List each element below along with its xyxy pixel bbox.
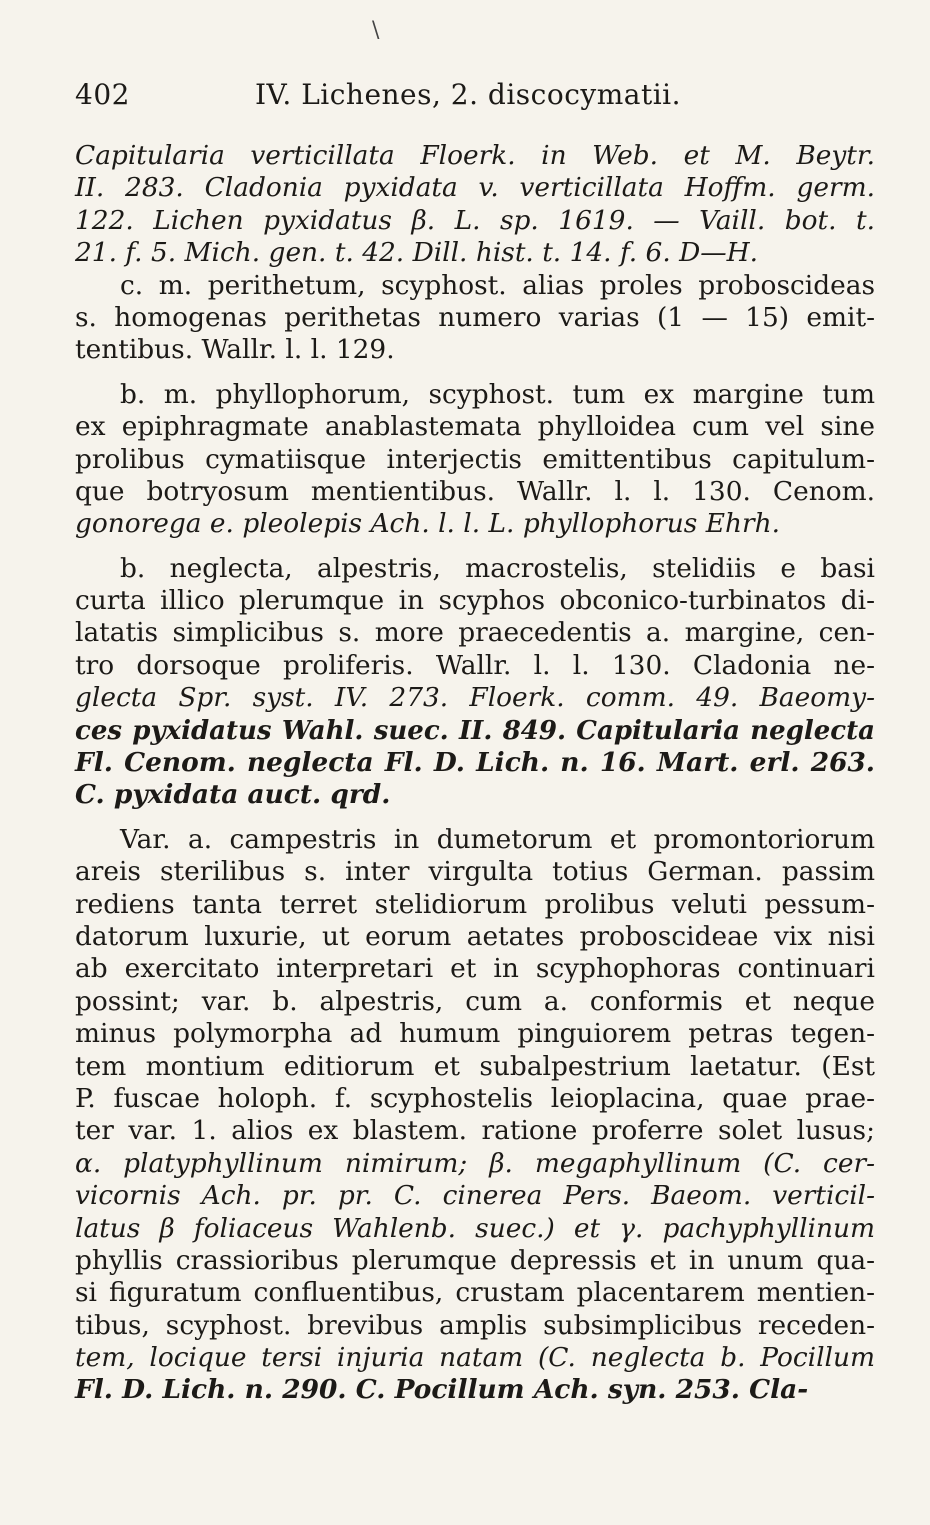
- text-line: ter var. 1. alios ex blastem. ratione proferre solet lusus;: [75, 1115, 875, 1147]
- text-line: Fl. Cenom. neglecta Fl. D. Lich. n. 16. Mart. erl. 263.: [75, 747, 875, 779]
- text-line: α. platyphyllinum nimirum; β. megaphyllinum (C. cer-: [75, 1147, 875, 1179]
- text-line: ces pyxidatus Wahl. suec. II. 849. Capitularia neglecta: [75, 715, 875, 746]
- text-line: latatis simplicibus s. more praecedentis a. margine, cen-: [75, 617, 875, 649]
- text-line: ab exercitato interpretari et in scyphophoras continuari: [75, 953, 875, 985]
- running-head: IV. Lichenes, 2. discocymatii.: [255, 78, 682, 111]
- body-text: [75, 140, 875, 1407]
- text-line: tem, locique tersi injuria natam (C. neglecta b. Pocillum: [75, 1342, 875, 1374]
- text-line: Var. a. campestris in dumetorum et promontoriorum: [120, 823, 875, 855]
- text-line: gonorega e. pleolepis Ach. l. l. L. phyllophorus Ehrh.: [75, 508, 780, 540]
- text-line: tem montium editiorum et subalpestrium laetatur. (Est: [75, 1050, 875, 1082]
- text-line: tentibus. Wallr. l. l. 129.: [75, 334, 395, 366]
- text-line: c. m. perithetum, scyphost. alias proles proboscideas: [120, 269, 875, 301]
- text-line: Fl. D. Lich. n. 290. C. Pocillum Ach. syn. 253. Cla-: [75, 1374, 809, 1406]
- text-line: glecta Spr. syst. IV. 273. Floerk. comm. 49. Baeomy-: [75, 682, 875, 714]
- text-line: curta illico plerumque in scyphos obconico-turbinatos di-: [75, 585, 875, 617]
- paragraph-synonymy: [75, 140, 875, 270]
- text-line: b. neglecta, alpestris, macrostelis, stelidiis e basi: [120, 552, 875, 584]
- text-line: s. homogenas perithetas numero varias (1 — 15) emit-: [75, 301, 875, 333]
- text-line: tibus, scyphost. brevibus amplis subsimplicibus receden-: [75, 1309, 875, 1341]
- text-line: Capitularia verticillata Floerk. in Web. et M. Beytr.: [75, 140, 875, 171]
- page-number: 402: [75, 78, 130, 111]
- text-line: vicornis Ach. pr. pr. C. cinerea Pers. Baeom. verticil-: [75, 1180, 875, 1212]
- text-line: C. pyxidata auct. qrd.: [75, 779, 391, 811]
- text-line: minus polymorpha ad humum pinguiorem petras tegen-: [75, 1018, 875, 1050]
- text-line: latus β foliaceus Wahlenb. suec.) et γ. pachyphyllinum: [75, 1212, 875, 1244]
- paragraph-perithetum: [75, 270, 875, 367]
- text-line: possint; var. b. alpestris, cum a. conformis et neque: [75, 985, 875, 1017]
- text-line: datorum luxurie, ut eorum aetates proboscideae vix nisi: [75, 920, 875, 952]
- text-line: P. fuscae holoph. f. scyphostelis leioplacina, quae prae-: [75, 1082, 875, 1114]
- paragraph-phyllophorum: [75, 379, 875, 541]
- text-line: areis sterilibus s. inter virgulta totius German. passim: [75, 856, 875, 888]
- text-line: tro dorsoque proliferis. Wallr. l. l. 130. Cladonia ne-: [75, 649, 875, 681]
- paragraph-varieties: [75, 824, 875, 1407]
- text-line: 21. f. 5. Mich. gen. t. 42. Dill. hist. t. 14. f. 6. D—H.: [75, 237, 759, 269]
- text-line: phyllis crassioribus plerumque depressis et in unum qua-: [75, 1244, 875, 1276]
- text-line: que botryosum mentientibus. Wallr. l. l. 130. Cenom.: [75, 475, 875, 507]
- text-line: prolibus cymatiisque interjectis emittentibus capitulum-: [75, 443, 875, 475]
- paragraph-neglecta: [75, 553, 875, 812]
- text-line: ex epiphragmate anablastemata phylloidea cum vel sine: [75, 411, 875, 443]
- text-line: b. m. phyllophorum, scyphost. tum ex margine tum: [120, 378, 875, 410]
- text-line: rediens tanta terret stelidiorum prolibus veluti pessum-: [75, 888, 875, 920]
- stray-mark: \: [372, 18, 380, 43]
- text-line: si figuratum confluentibus, crustam placentarem mentien-: [75, 1277, 875, 1309]
- text-line: II. 283. Cladonia pyxidata v. verticillata Hoffm. germ.: [75, 172, 875, 204]
- text-line: 122. Lichen pyxidatus β. L. sp. 1619. — Vaill. bot. t.: [75, 204, 875, 236]
